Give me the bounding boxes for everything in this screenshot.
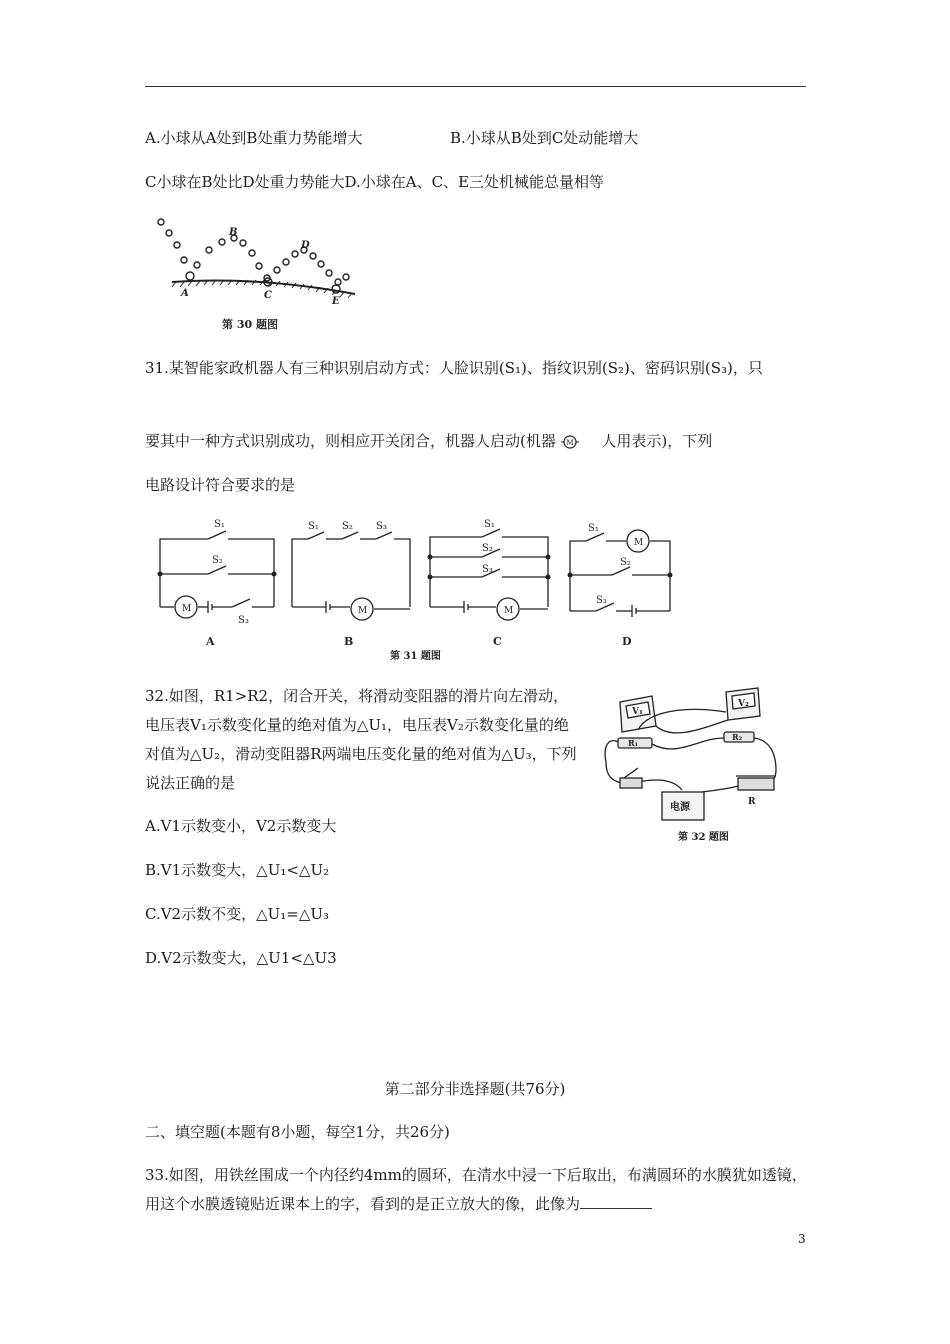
q32-option-b: B.V1示数变大，△U₁<△U₂ xyxy=(145,861,330,879)
circuit-label-c: C xyxy=(493,635,502,648)
q33-text: 33.如图，用铁丝围成一个内径约4mm的圆环，在清水中浸一下后取出，布满圆环的水膜犹如透镜，用这个水膜透镜贴近课本上的字，看到的是正立放大的像，此像为 xyxy=(145,1166,807,1213)
q30-label-e: E xyxy=(332,296,340,307)
circuit-b-motor: M xyxy=(358,606,368,616)
circuit-label-d: D xyxy=(622,635,632,648)
circuit-a-s3-label: S₃ xyxy=(238,615,249,626)
circuit-b-s1-label: S₁ xyxy=(308,521,319,532)
circuit-d-motor: M xyxy=(634,538,644,548)
circuit-d-s2-label: S₂ xyxy=(620,557,631,568)
circuit-a-s1-label: S₁ xyxy=(214,519,225,530)
circuit-b-s2-label: S₂ xyxy=(342,521,353,532)
q31-stem-line2a: 要其中一种方式识别成功，则相应开关闭合，机器人启动(机器 xyxy=(145,432,556,450)
circuit-label-b: B xyxy=(344,635,354,648)
q32-r2-label: R₂ xyxy=(732,732,743,742)
q32-option-d: D.V2示数变大，△U1<△U3 xyxy=(145,949,337,967)
q32-r1-label: R₁ xyxy=(628,738,639,748)
circuit-b-s3-label: S₃ xyxy=(376,521,387,532)
q32-stem: 32.如图，R1>R2，闭合开关，将滑动变阻器的滑片向左滑动，电压表V₁示数变化量的绝对值为△U₁，电压表V₂示数变化量的绝对值为△U₂，滑动变阻器R两端电压变化量的绝对值为△U₃，下列说法正确的是 xyxy=(145,687,577,792)
q31-stem-line2b: 人用表示)，下列 xyxy=(601,432,713,450)
q32-r-label: R xyxy=(748,797,756,807)
q30-label-b: B xyxy=(229,227,238,238)
svg-text:M: M xyxy=(566,439,574,447)
q32-v2-label: V₂ xyxy=(738,699,749,709)
page-number: 3 xyxy=(798,1232,806,1246)
circuit-c-s3-label: S₃ xyxy=(482,564,493,575)
q31-stem-line3: 电路设计符合要求的是 xyxy=(145,476,296,494)
circuit-a-s2-label: S₂ xyxy=(212,555,223,566)
header-rule xyxy=(145,86,806,87)
q31-stem-line2 xyxy=(145,430,712,452)
q30-label-a: A xyxy=(181,288,189,299)
circuit-c-motor: M xyxy=(504,606,514,616)
q30-option-b: B.小球从B处到C处动能增大 xyxy=(450,129,639,147)
q30-option-a: A.小球从A处到B处重力势能增大 xyxy=(145,129,363,147)
q31-caption: 第 31 题图 xyxy=(390,651,441,662)
circuit-a-motor: M xyxy=(182,604,192,614)
part2-section-heading: 二、填空题(本题有8小题，每空1分，共26分) xyxy=(145,1123,450,1141)
q30-option-cd: C小球在B处比D处重力势能大D.小球在A、C、E三处机械能总量相等 xyxy=(145,173,605,191)
motor-symbol-icon xyxy=(561,433,579,451)
circuit-d-s3-label: S₃ xyxy=(596,595,607,606)
circuit-c-s1-label: S₁ xyxy=(484,519,495,530)
q32-option-a: A.V1示数变小，V2示数变大 xyxy=(145,817,337,835)
q30-label-d: D xyxy=(301,240,310,251)
q32-option-c: C.V2示数不变，△U₁=△U₃ xyxy=(145,905,330,923)
circuit-c-s2-label: S₂ xyxy=(482,543,493,554)
q30-label-c: C xyxy=(264,290,272,301)
q33-stem xyxy=(145,1161,807,1219)
q30-caption: 第 30 题图 xyxy=(222,318,278,331)
q32-figure xyxy=(598,682,788,850)
part2-title: 第二部分非选择题(共76分) xyxy=(384,1080,566,1098)
q32-caption: 第 32 题图 xyxy=(678,832,729,843)
q30-figure xyxy=(150,210,370,335)
q31-stem-line1: 31.某智能家政机器人有三种识别启动方式：人脸识别(S₁)、指纹识别(S₂)、密码识别(S₃)，只 xyxy=(145,359,763,377)
q33-answer-blank[interactable] xyxy=(580,1192,652,1209)
circuit-label-a: A xyxy=(206,635,215,648)
q32-power-label: 电源 xyxy=(670,802,690,813)
q31-figure xyxy=(150,515,685,663)
q32-v1-label: V₁ xyxy=(632,707,643,717)
circuit-d-s1-label: S₁ xyxy=(588,523,599,534)
